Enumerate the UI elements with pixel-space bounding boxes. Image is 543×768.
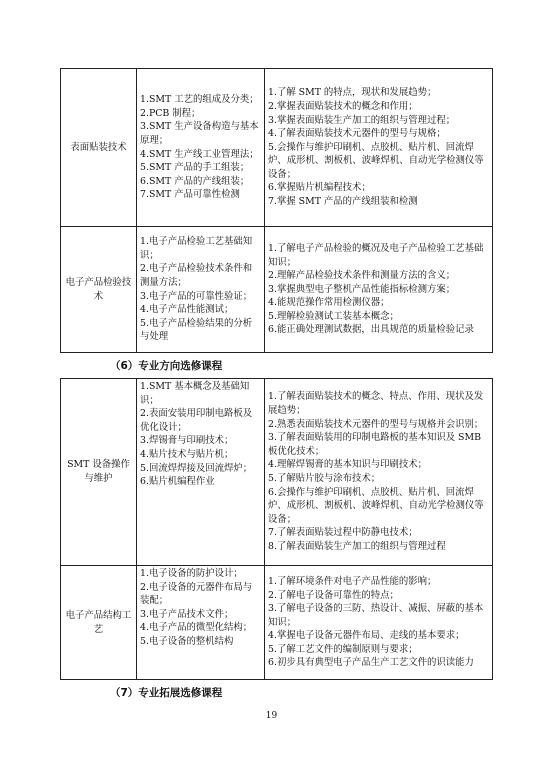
requirement-item: 7.了解表面贴装过程中防静电技术；	[268, 527, 418, 539]
requirement-item: 4.了解表面贴装技术元器件的型号与规格；	[268, 128, 446, 140]
requirement-item: 2.了解电子设备可靠性的特点；	[268, 589, 399, 601]
content-item: 3.电子产品技术文件；	[140, 608, 234, 620]
content-item: 5.SMT 产品的手工组装；	[140, 162, 250, 174]
requirement-item: 2.掌握表面贴装技术的概念和作用；	[268, 100, 418, 112]
requirement-item: 3.掌握表面贴装生产加工的组织与管理过程；	[268, 114, 456, 126]
course-requirements	[265, 227, 493, 353]
content-item: 4.电子产品的微型化结构；	[140, 622, 253, 634]
requirement-item: 2.熟悉表面贴装技术元器件的型号与规格并会识别；	[268, 418, 484, 430]
content-item: 4.电子产品性能测试；	[140, 304, 234, 316]
page-number: 19	[265, 711, 278, 721]
requirement-item: 5.会操作与维护印刷机、点胶机、贴片机、回流焊炉、成形机、割板机、波峰焊机、自动光学检测仪等设备；	[268, 141, 484, 180]
requirement-item: 5.理解检验测试工装基本概念；	[268, 310, 399, 322]
requirement-item: 1.了解 SMT 的特点，现状和发展趋势；	[268, 87, 437, 99]
content-item: 3.电子产品的可靠性验证；	[140, 290, 253, 302]
course-requirements	[265, 379, 493, 566]
content-item: 6.SMT 产品的产线组装；	[140, 175, 250, 187]
table-row	[61, 227, 493, 353]
course-content	[137, 566, 265, 680]
section-heading: （6）专业方向选修课程	[110, 360, 223, 372]
requirement-item: 2.理解产品检验技术条件和测量方法的含义；	[268, 270, 456, 282]
content-item: 3.SMT 生产设备构造与基本原理；	[140, 121, 259, 146]
requirement-item: 5.了解贴片胶与涂布技术；	[268, 473, 381, 484]
course-name: 电子产品检验技术	[61, 227, 137, 353]
content-item: 1.电子产品检验工艺基础知识；	[140, 236, 253, 261]
course-requirements	[265, 566, 493, 680]
requirement-item: 3.掌握典型电子整机产品性能指标检测方案；	[268, 283, 456, 295]
requirement-item: 8.了解表面贴装生产加工的组织与管理过程	[268, 540, 446, 552]
requirement-item: 7.掌握 SMT 产品的产线组装和检测	[268, 196, 418, 208]
course-name: SMT 设备操作与维护	[61, 379, 137, 566]
course-content	[137, 69, 265, 227]
content-item: 2.表面安装用印制电路板及优化设计；	[140, 408, 253, 433]
requirement-item: 1.了解表面贴装技术的概念、特点、作用、现状及发展趋势；	[268, 391, 484, 417]
content-item: 2.PCB 制程；	[140, 107, 201, 119]
requirement-item: 4.能规范操作常用检测仪器；	[268, 297, 390, 309]
table-row	[61, 69, 493, 227]
requirement-item: 6.会操作与维护印刷机、点胶机、贴片机、回流焊炉、成形机、割板机、波峰焊机、自动光学检测仪等设备；	[268, 486, 484, 525]
content-item: 1.电子设备的防护设计；	[140, 568, 243, 579]
content-item: 4.贴片技术与贴片机；	[140, 448, 234, 460]
requirement-item: 4.掌握电子设备元器件布局、走线的基本要求；	[268, 630, 465, 642]
course-name: 表面贴装技术	[61, 69, 137, 227]
requirement-item: 1.了解环境条件对电子产品性能的影响；	[268, 575, 437, 587]
requirement-item: 6.能正确处理测试数据，出具规范的质量检验记录	[268, 324, 474, 336]
course-table-direction	[60, 378, 493, 680]
content-item: 2.电子产品检验技术条件和测量方法；	[140, 263, 253, 288]
section-heading: （7）专业拓展选修课程	[110, 687, 223, 699]
content-item: 6.贴片机编程作业	[140, 476, 215, 488]
content-item: 5.回流焊焊接及回流焊炉；	[140, 462, 253, 474]
content-item: 7.SMT 产品可靠性检测	[140, 189, 240, 201]
requirement-item: 5.了解工艺文件的编制原则与要求；	[268, 643, 418, 655]
content-item: 5.电子设备的整机结构	[140, 635, 234, 647]
table-row	[61, 566, 493, 680]
content-item: 1.SMT 基本概念及基础知识；	[140, 381, 250, 406]
course-name: 电子产品结构工艺	[61, 566, 137, 680]
course-content	[137, 227, 265, 353]
content-item: 2.电子设备的元器件布局与装配；	[140, 581, 253, 607]
requirement-item: 3.了解表面贴装用的印制电路板的基本知识及 SMB 板优化技术；	[268, 432, 481, 457]
content-item: 5.电子产品检验结果的分析与处理	[140, 317, 253, 343]
course-table-core	[60, 68, 493, 353]
course-content	[137, 379, 265, 566]
content-item: 3.焊锡膏与印刷技术；	[140, 435, 234, 447]
content-item: 4.SMT 生产线工业管理法；	[140, 148, 259, 160]
course-requirements	[265, 69, 493, 227]
requirement-item: 1.了解电子产品检验的概况及电子产品检验工艺基础知识；	[268, 242, 484, 268]
table-row	[61, 379, 493, 566]
requirement-item: 6.掌握贴片机编程技术；	[268, 182, 371, 194]
requirement-item: 4.理解焊锡膏的基本知识与印刷技术；	[268, 459, 427, 471]
requirement-item: 6.初步具有典型电子产品生产工艺文件的识读能力	[268, 657, 474, 669]
requirement-item: 3.了解电子设备的三防、热设计、减振、屏蔽的基本知识；	[268, 603, 484, 628]
content-item: 1.SMT 工艺的组成及分类；	[140, 94, 259, 106]
